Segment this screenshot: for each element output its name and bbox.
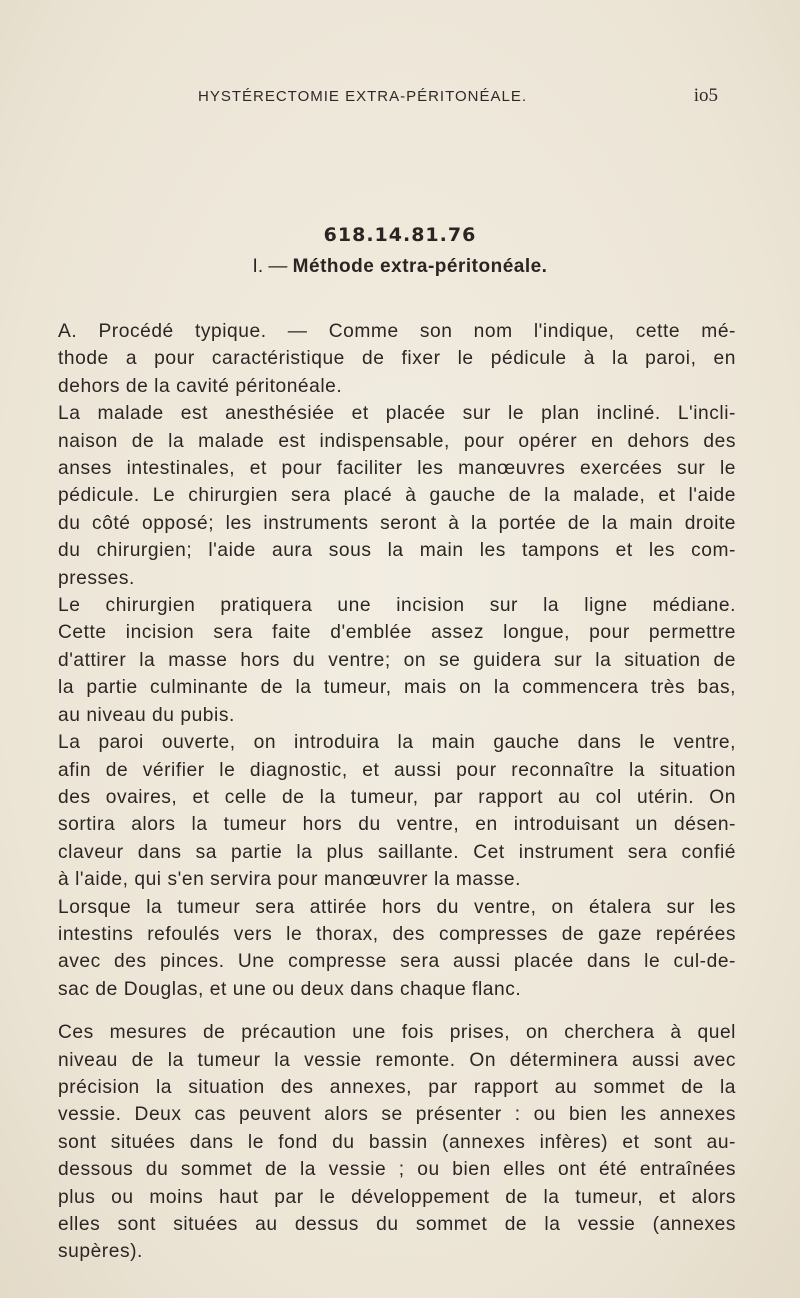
text-line: Le chirurgien pratiquera une incision sur la ligne médiane. xyxy=(58,595,736,617)
text-line: naison de la malade est indispensable, pour opérer en dehors des xyxy=(58,430,736,452)
text-line: des ovaires, et celle de la tumeur, par rapport au col utérin. On xyxy=(58,786,736,808)
paragraph-compresses xyxy=(58,894,736,1004)
text-line: Lorsque la tumeur sera attirée hors du ventre, on étalera sur les xyxy=(58,896,736,918)
text-line: dessous du sommet de la vessie ; ou bien elles ont été entraînées xyxy=(58,1159,736,1181)
text-line: niveau de la tumeur la vessie remonte. On déterminera aussi avec xyxy=(58,1049,736,1071)
text-line: La malade est anesthésiée et placée sur le plan incliné. L'incli- xyxy=(58,403,736,425)
paragraph-installation xyxy=(58,400,736,592)
text-line: à l'aide, qui s'en servira pour manœuvrer la masse. xyxy=(58,869,522,891)
text-line: La paroi ouverte, on introduira la main gauche dans le ventre, xyxy=(58,732,736,754)
text-line: précision la situation des annexes, par rapport au sommet de la xyxy=(58,1076,736,1098)
text-line: du chirurgien; l'aide aura sous la main les tampons et les com- xyxy=(58,540,736,562)
text-line: Ces mesures de précaution une fois prises, on cherchera à quel xyxy=(58,1022,736,1044)
text-line: sont situées dans le fond du bassin (annexes infères) et sont au- xyxy=(58,1131,736,1153)
text-line: presses. xyxy=(58,567,135,589)
paragraph-annexes xyxy=(58,1019,736,1266)
section-number: I. — xyxy=(252,256,288,277)
text-line: supères). xyxy=(58,1241,143,1263)
text-line: pédicule. Le chirurgien sera placé à gauche de la malade, et l'aide xyxy=(58,485,736,507)
classification-number: 618.14.81.76 xyxy=(323,224,477,246)
text-line: anses intestinales, et pour faciliter les manœuvres exercées sur le xyxy=(58,458,736,480)
text-line: sortira alors la tumeur hors du ventre, en introduisant un désen- xyxy=(58,814,736,836)
paragraph-incision xyxy=(58,592,736,729)
running-header xyxy=(198,85,718,118)
paragraph-procede-typique xyxy=(58,318,736,400)
text-line: au niveau du pubis. xyxy=(58,704,235,726)
text-line: thode a pour caractéristique de fixer le pédicule à la paroi, en xyxy=(58,348,736,370)
body-text xyxy=(58,318,736,1266)
text-line: Cette incision sera faite d'emblée assez longue, pour permettre xyxy=(58,622,736,644)
running-title: HYSTÉRECTOMIE EXTRA-PÉRITONÉALE. xyxy=(198,88,528,105)
text-line: plus ou moins haut par le développement de la tumeur, et alors xyxy=(58,1186,736,1208)
text-line: avec des pinces. Une compresse sera aussi placée dans le cul-de- xyxy=(58,951,736,973)
text-line: intestins refoulés vers le thorax, des compresses de gaze repérées xyxy=(58,923,736,945)
text-line: sac de Douglas, et une ou deux dans chaque flanc. xyxy=(58,978,522,1000)
text-line: claveur dans sa partie la plus saillante. Cet instrument sera confié xyxy=(58,841,736,863)
text-line: A. Procédé typique. — Comme son nom l'indique, cette mé- xyxy=(58,321,736,342)
text-line: afin de vérifier le diagnostic, et aussi pour reconnaître la situation xyxy=(58,759,736,781)
section-title: Méthode extra-péritonéale. xyxy=(292,256,548,277)
text-line: vessie. Deux cas peuvent alors se présenter : ou bien les annexes xyxy=(58,1104,736,1126)
paragraph-paroi-ouverte xyxy=(58,729,736,893)
page-number: io5 xyxy=(693,85,718,106)
text-line: du côté opposé; les instruments seront à la portée de la main droite xyxy=(58,512,736,534)
text-line: la partie culminante de la tumeur, mais on la commencera très bas, xyxy=(58,677,736,699)
text-line: d'attirer la masse hors du ventre; on se guidera sur la situation de xyxy=(58,649,736,671)
text-line: dehors de la cavité péritonéale. xyxy=(58,375,343,397)
section-heading xyxy=(0,256,800,278)
text-line: elles sont situées au dessus du sommet de la vessie (annexes xyxy=(58,1214,736,1235)
